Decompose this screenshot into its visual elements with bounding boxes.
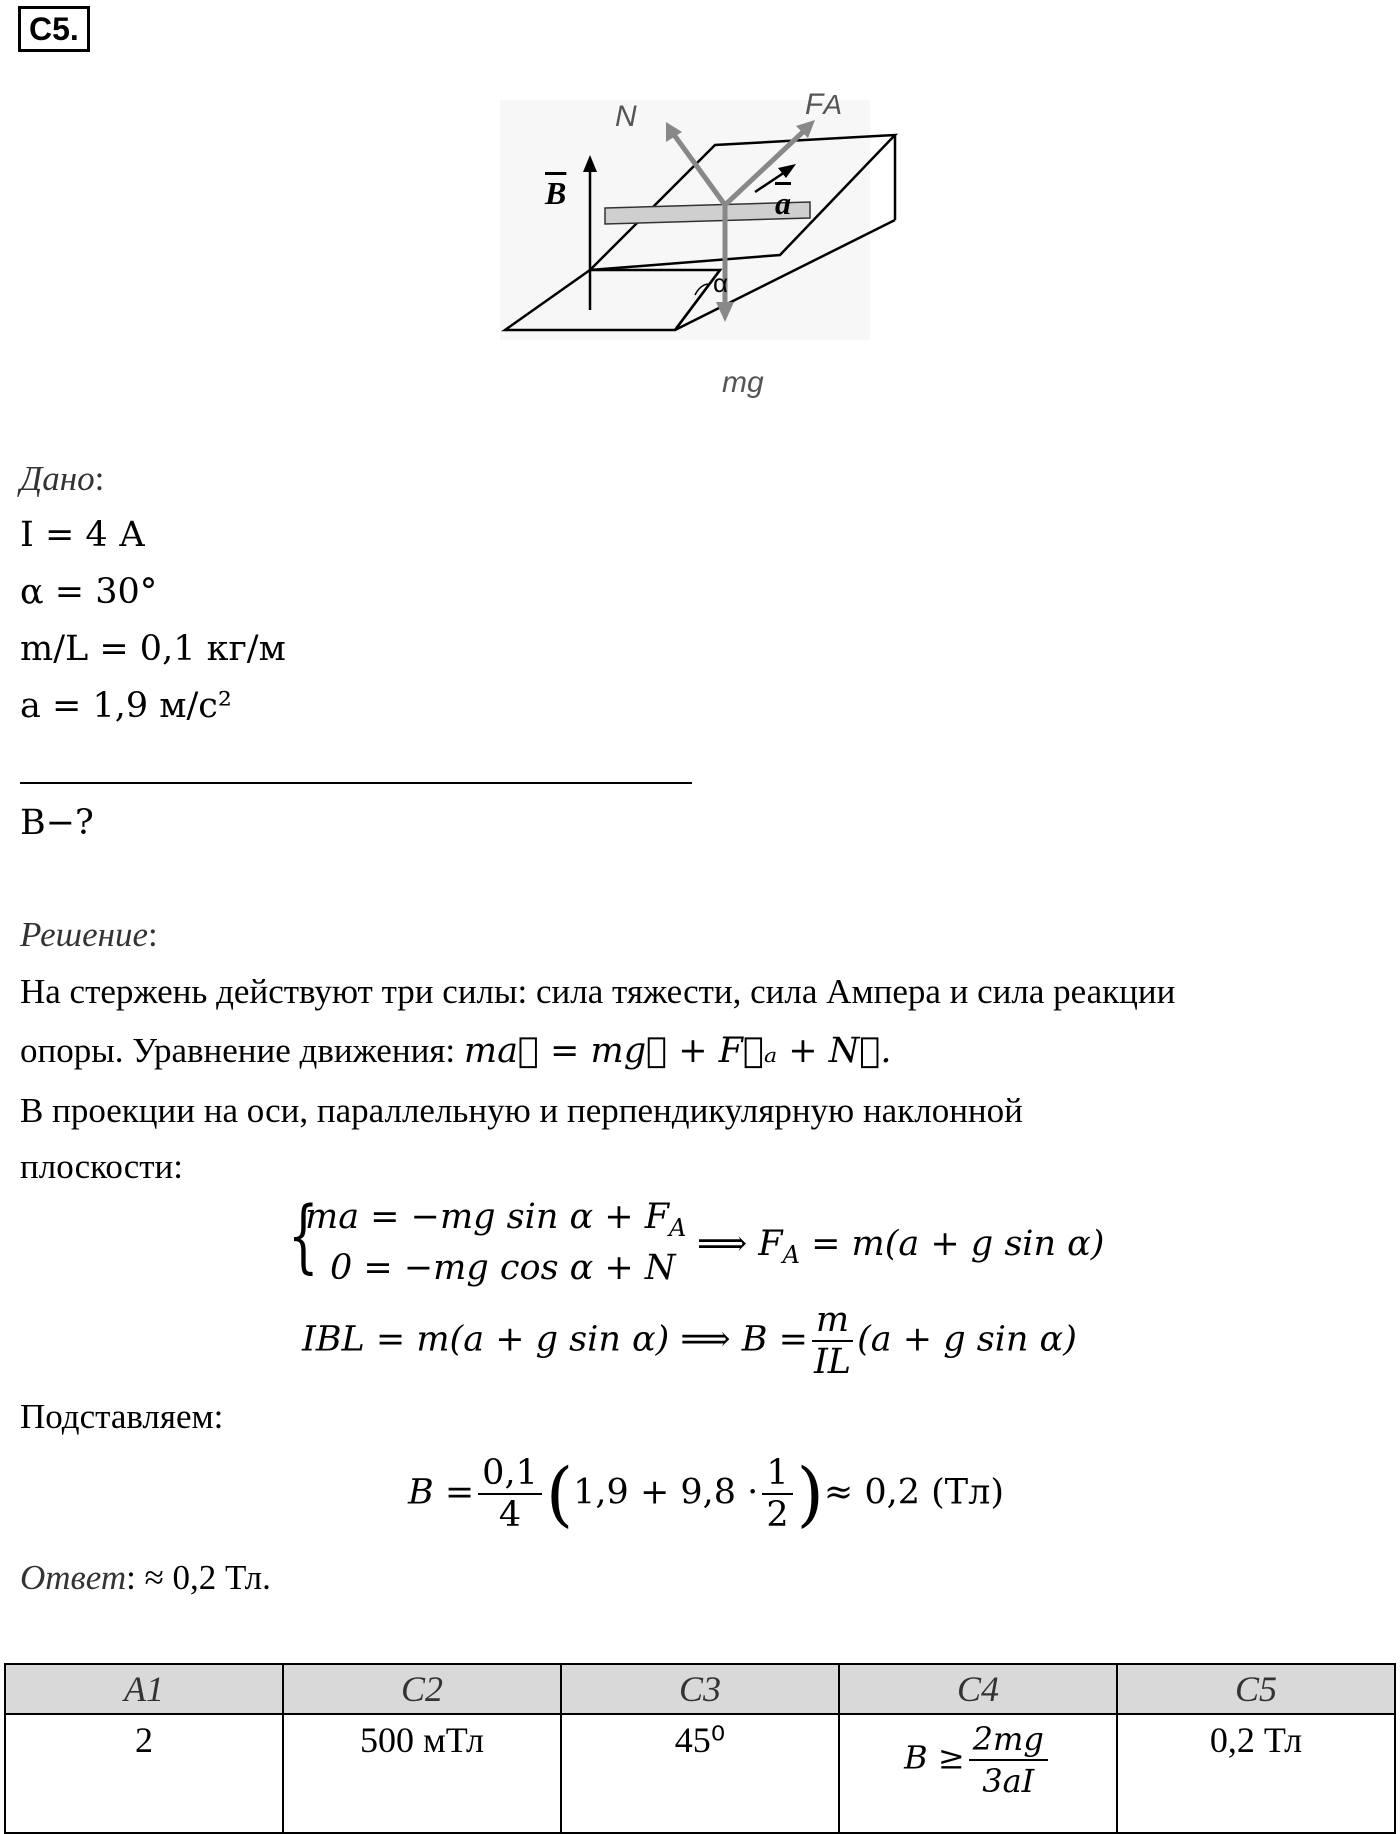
answers-value-cell: 500 мТл [283,1714,561,1833]
system-brace: { [288,1189,319,1282]
figure-label-alpha: α [713,268,729,298]
given-acceleration: a = 1,9 м/с² [20,686,232,726]
solution-line-2: опоры. Уравнение движения: ma⃗ = mg⃗ + F⃗ₐ + N⃗. [20,1031,892,1071]
system-eq-2: 0 = −mg cos α + N [330,1248,676,1288]
solution-line-1: На стержень действуют три силы: сила тяжести, сила Ампера и сила реакции [20,972,1176,1011]
system-result: ⟹ $F_A = m(a + g$ sin α) [697,1224,1105,1269]
given-mass-per-length: m/L = 0,1 кг/м [20,629,286,669]
figure-label-FA: FA [805,88,843,121]
given-divider [20,782,692,784]
answers-value-cell: 2 [5,1714,283,1833]
problem-label: C5. [18,6,90,52]
find-quantity: B−? [20,803,94,843]
figure-label-mg: mg [722,366,764,399]
answers-table [4,1663,1396,1834]
answers-header-cell: C2 [283,1664,561,1714]
equation-ibl: IBL = m(a + g sin α) ⟹ B = $\frac{m}{IL}$ (a + g sin α) [302,1300,1077,1382]
answers-header-cell: A1 [5,1664,283,1714]
figure-label-a: $\overline{a}$ [775,185,791,221]
answers-header-cell: C4 [839,1664,1117,1714]
answers-value-cell: 45⁰ [561,1714,839,1833]
answers-header-cell: C5 [1117,1664,1395,1714]
substitute-label: Подставляем: [20,1397,224,1436]
solution-line-4: плоскости: [20,1147,183,1186]
solution-heading: Решение: [20,915,158,954]
inclined-plane-figure [470,80,930,410]
equation-substitution: B = $\frac{0,1}{4}$ (1,9 + 9,8 · $\frac{1}{2}$ )≈ 0,2 (Тл) [408,1453,1005,1535]
given-current: I = 4 А [20,515,146,555]
solution-line-3: В проекции на оси, параллельную и перпендикулярную наклонной [20,1091,1023,1130]
given-angle: α = 30° [20,572,158,612]
system-eq-1: ma = −mg $\sin \alpha + F_A$ [305,1197,687,1242]
answers-value-cell-c4: B ≥ $\frac{2mg}{3aI}$ [839,1714,1117,1833]
answers-values-row [5,1714,1395,1833]
figure-label-N: N [615,100,637,133]
answers-value-cell: 0,2 Тл [1117,1714,1395,1833]
answer-line: Ответ: ≈ 0,2 Тл. [20,1558,271,1597]
answers-header-cell: C3 [561,1664,839,1714]
answers-header-row [5,1664,1395,1714]
given-heading: Дано: [20,459,105,498]
figure-label-B: $\overline{B}$ [545,175,567,211]
